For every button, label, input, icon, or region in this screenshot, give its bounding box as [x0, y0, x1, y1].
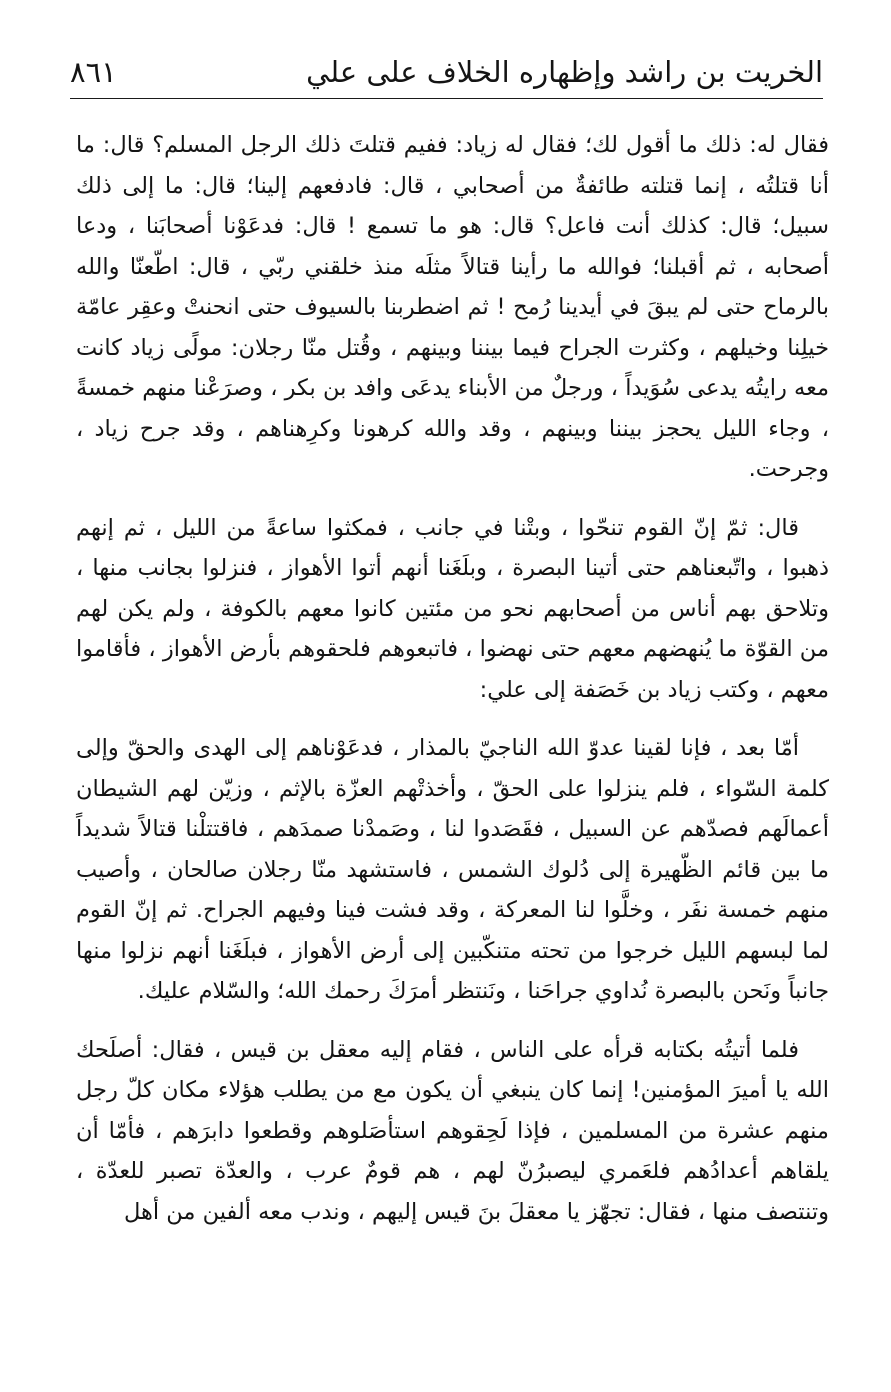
body-text	[76, 125, 829, 1232]
paragraph-4: فلما أتيتُه بكتابه قرأه على الناس ، فقام إليه معقل بن قيس ، فقال: أصلَحك الله يا أميرَ المؤمنين! إنما كان ينبغي أن يكون مع من يطلب هؤلاء مكان كلّ رجل منهم عشرة من المسلمين ، فإذا لَحِقوهم استأصَلوهم وقطعوا دابرَهم ، فأمّا أن يلقاهم أعدادُهم فلعَمري ليصبرُنّ لهم ، هم قومٌ عرب ، والعدّة تصبر للعدّة ، وتنتصف منها ، فقال: تجهّز يا معقلَ بنَ قيس إليهم ، وندب معه ألفين من أهل	[76, 1036, 829, 1225]
paragraph-2: قال: ثمّ إنّ القوم تنحّوا ، وبتْنا في جانب ، فمكثوا ساعةً من الليل ، ثم إنهم ذهبوا ، واتّبعناهم حتى أتينا البصرة ، وبلَغَنا أنهم أتوا الأهواز ، فنزلوا بجانب منها ، وتلاحق بهم أناس من أصحابهم نحو من مئتين كانوا معهم بالكوفة ، ولم يكن لهم من القوّة ما يُنهضهم معهم حتى نهضوا ، فاتبعوهم فلحقوهم بأرض الأهواز ، فأقاموا معهم ، وكتب زياد بن خَصَفة إلى علي:	[76, 514, 829, 703]
page-number: ٨٦١	[70, 55, 117, 89]
paragraph-1: فقال له: ذلك ما أقول لك؛ فقال له زياد: ففيم قتلتَ ذلك الرجل المسلم؟ قال: ما أنا قتلتُه ، إنما قتلته طائفةٌ من أصحابي ، قال: فادفعهم إلينا؛ قال: ما إلى ذلك سبيل؛ قال: كذلك أنت فاعل؟ قال: هو ما تسمع ! قال: فدعَوْنا أصحابَنا ، ودعا أصحابه ، ثم أقبلنا؛ فوالله ما رأينا قتالاً مثلَه منذ خلقني ربّي ، قال: اطّعنّا والله بالرماح حتى لم يبقَ في أيدينا رُمح ! ثم اضطربنا بالسيوف حتى انحنتْ وعقِر عامّة خيلِنا وخيلهم ، وكثرت الجراح فيما بيننا وبينهم ، وقُتل منّا رجلان: مولًى زياد كانت معه رايتُه يدعى سُوَيداً ، ورجلٌ من الأبناء يدعَى وافد بن بكر ، وصرَعْنا منهم خمسةً ، وجاء الليل يحجز بيننا وبينهم ، وقد والله كرهونا وكرِهناهم ، وقد جرح زياد ، وجرحت.	[76, 132, 829, 482]
running-title: الخريت بن راشد وإظهاره الخلاف على علي	[306, 55, 823, 89]
page-header	[70, 52, 823, 102]
header-rule	[70, 98, 823, 99]
paragraph-3: أمّا بعد ، فإنا لقينا عدوّ الله الناجيّ بالمذار ، فدعَوْناهم إلى الهدى والحقّ وإلى كلمة السّواء ، فلم ينزلوا على الحقّ ، وأخذتْهم العزّة بالإثم ، وزيّن لهم الشيطان أعمالَهم فصدّهم عن السبيل ، فقَصَدوا لنا ، وصَمدْنا صمدَهم ، فاقتتلْنا قتالاً شديداً ما بين قائم الظّهيرة إلى دُلوك الشمس ، فاستشهد منّا رجلان صالحان ، وأصيب منهم خمسة نفَر ، وخلَّوا لنا المعركة ، وقد فشت فينا وفيهم الجراح. ثم إنّ القوم لما لبسهم الليل خرجوا من تحته متنكّبين إلى أرض الأهواز ، فبلَغَنا أنهم نزلوا منها جانباً ونَحن بالبصرة نُداوي جراحَنا ، ونَنتظر أمرَكَ رحمك الله؛ والسّلام عليك.	[76, 735, 829, 1004]
